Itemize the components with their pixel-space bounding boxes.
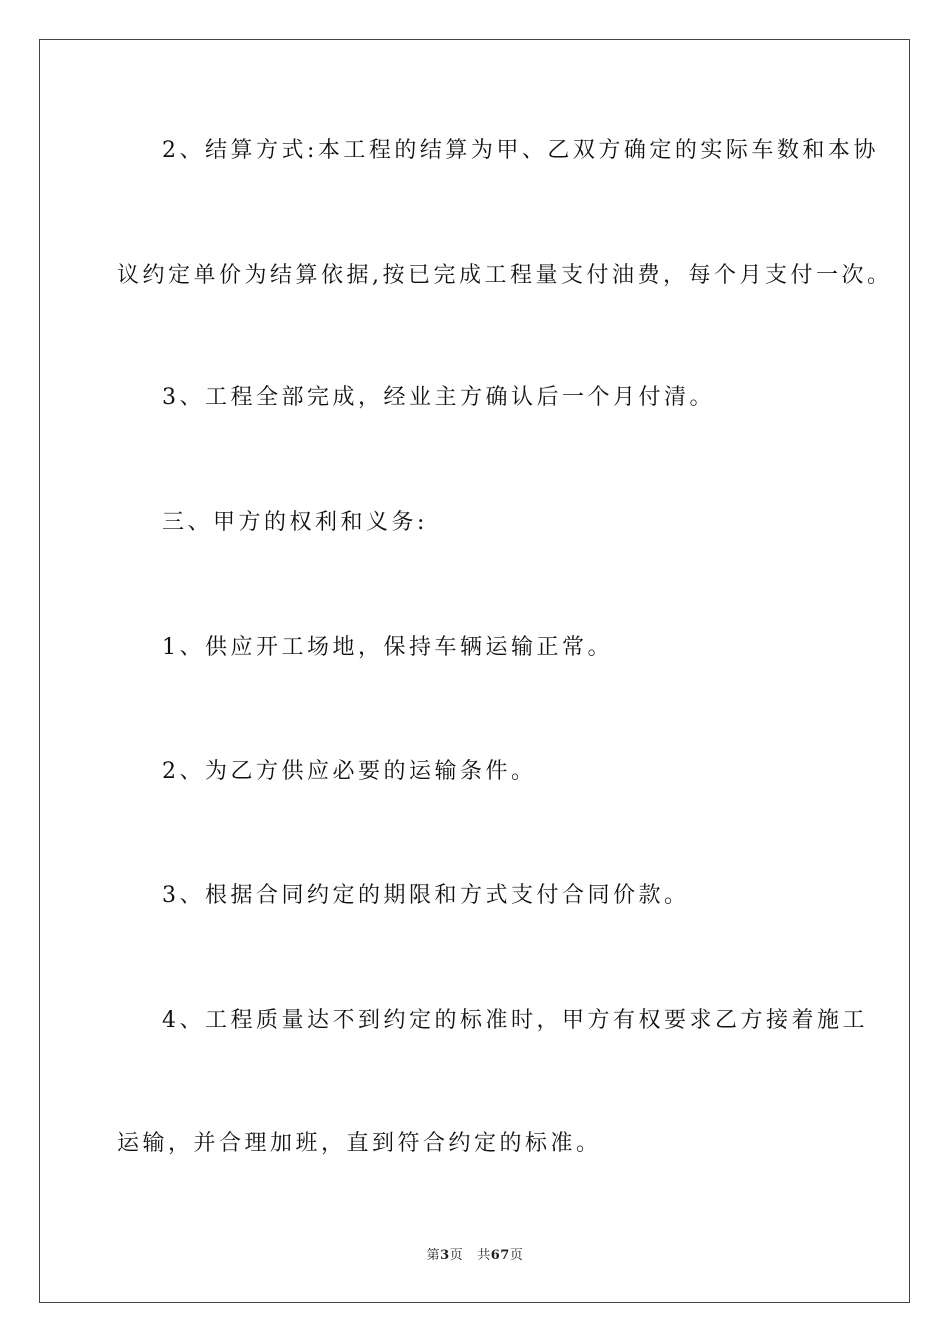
paragraph-line-5: 1、供应开工场地，保持车辆运输正常。	[162, 635, 613, 660]
footer-total-pages: 67	[490, 1248, 510, 1263]
footer-total-prefix: 共	[477, 1248, 491, 1263]
footer-page-number: 3	[440, 1248, 450, 1263]
paragraph-line-6: 2、为乙方供应必要的运输条件。	[162, 759, 537, 784]
page-footer	[0, 1244, 950, 1263]
footer-total-unit: 页	[509, 1248, 524, 1263]
paragraph-line-8: 4、工程质量达不到约定的标准时，甲方有权要求乙方接着施工	[162, 1008, 868, 1033]
section-heading: 三、甲方的权利和义务:	[162, 510, 428, 535]
paragraph-line-9: 运输，并合理加班，直到符合约定的标准。	[117, 1131, 602, 1156]
paragraph-line-7: 3、根据合同约定的期限和方式支付合同价款。	[162, 883, 690, 908]
footer-page-unit: 页	[449, 1248, 464, 1263]
paragraph-line-2: 议约定单价为结算依据,按已完成工程量支付油费，每个月支付一次。	[117, 263, 893, 288]
page-border	[39, 39, 910, 1303]
paragraph-line-3: 3、工程全部完成，经业主方确认后一个月付清。	[162, 385, 715, 410]
footer-page-prefix: 第	[426, 1248, 441, 1263]
paragraph-line-1: 2、结算方式:本工程的结算为甲、乙双方确定的实际车数和本协	[162, 138, 879, 163]
